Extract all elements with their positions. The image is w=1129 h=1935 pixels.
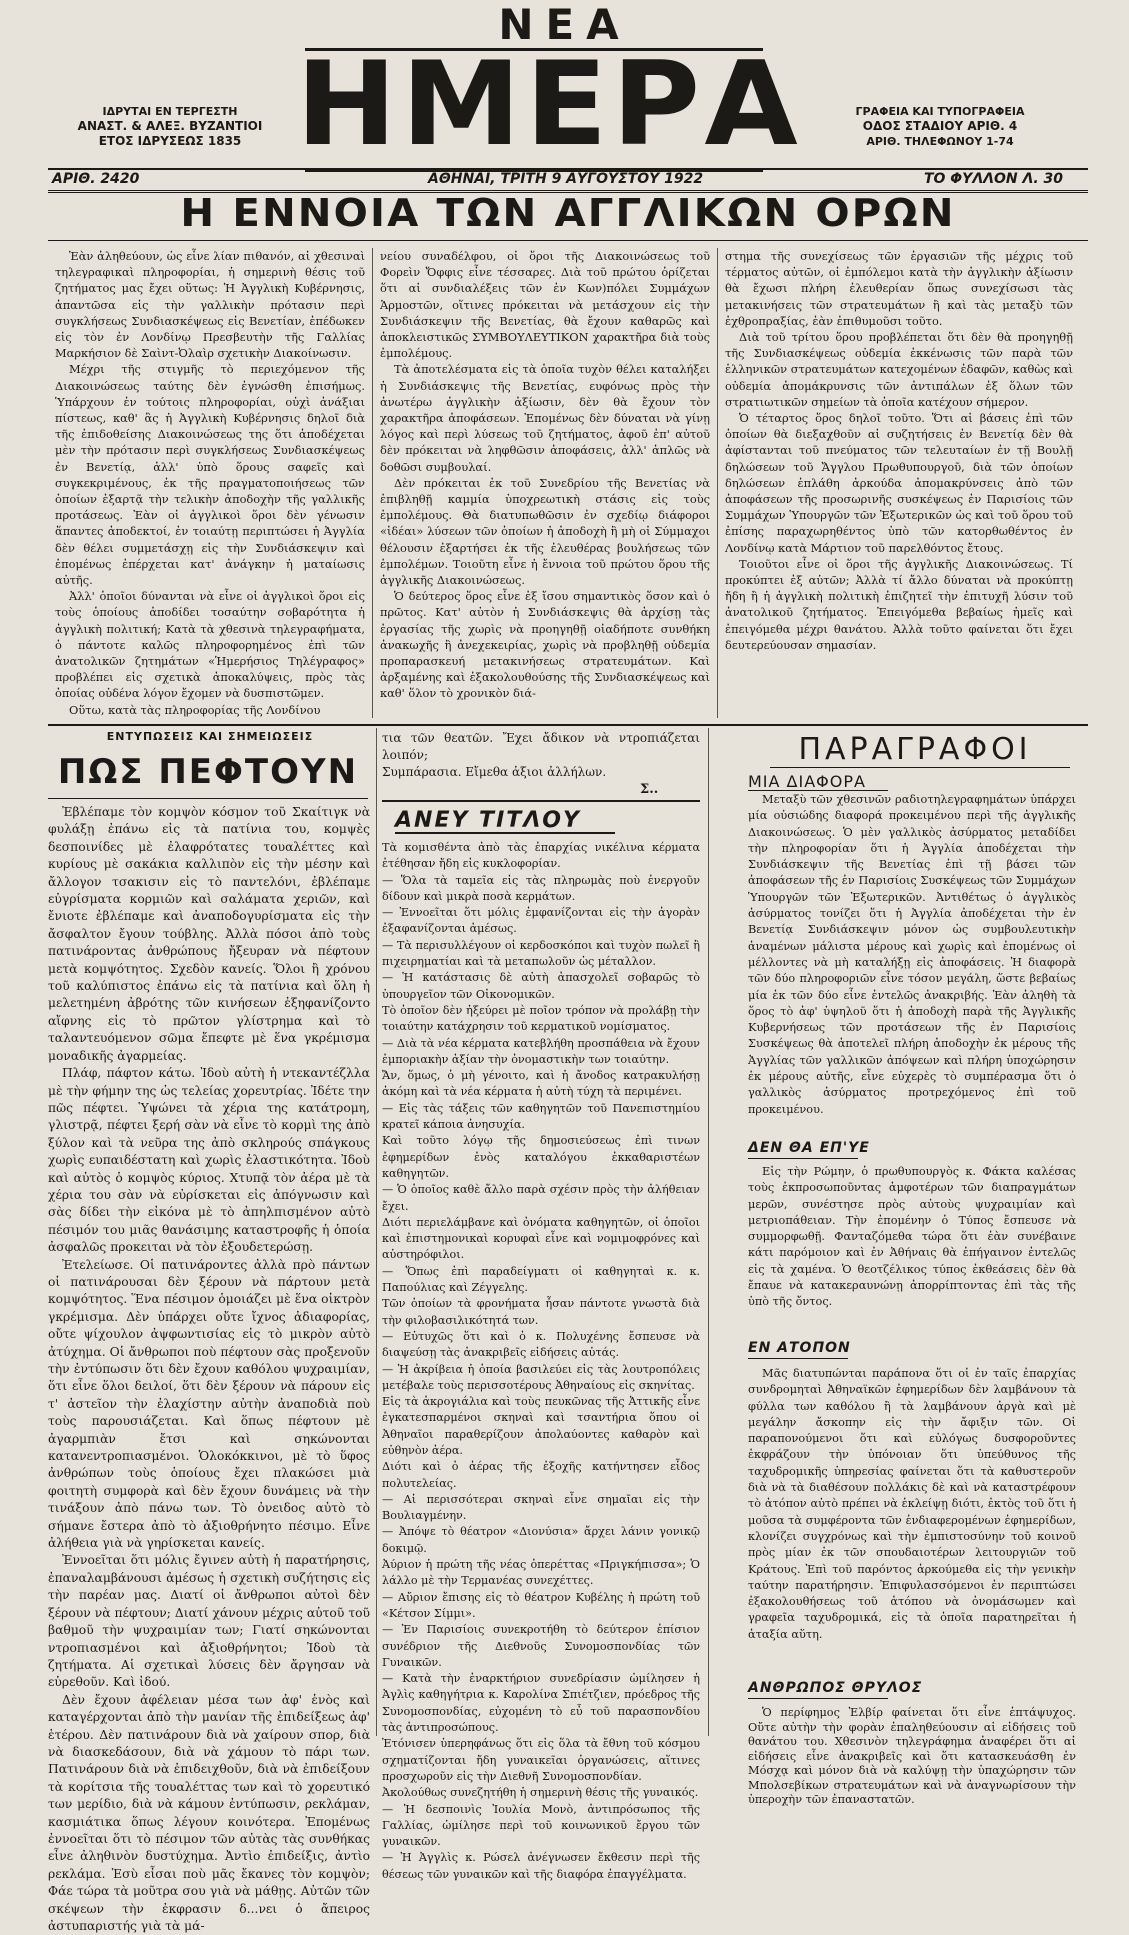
masthead-title: ΗΜΕΡΑ xyxy=(295,37,802,172)
feature-headline: ΠΩΣ ΠΕΦΤΟΥΝ xyxy=(57,752,359,792)
feature-paragraph: Ἐτελείωσε. Οἱ πατινάροντες ἀλλὰ πρὸ πάντων οἱ πατινάρουσαι δὲν ξέρουν νὰ πάρτουν μετὰ κομψότητος. Ἕνα πέσιμον ὁμοιάζει μὲ ἕνα οἰκτρὸν γκρέμισμα. Δὲν ὑπάρχει οὔτε ἴχνος ἀδιαφορίας, οὔτε ψίχουλον ἀψφωντισίας εἰς τὸ μικρὸν αὐτὸ ἀτύχημα. Οἱ ἄνθρωποι ποὺ πέφτουν σὰς προξενοῦν τὴν ἐντύπωσιν ὅτι δὲν ἔχουν καθόλου ψυχραιμίαν, ὅτι εἶνε ὅλοι δειλοί, ὅτι δὲν ξέρουν νὰ πάρουν εἰς τ' ἀστεῖον τὴν ἐλαχίστην αὐτὴν ἀναποδιὰ ποὺ τοὺς παρουσιάζεται. Καὶ ὅπως πέφτουν μὲ ἀγαρμπιὰν ἔτσι καὶ σηκώνονται κατανεντροπιασμένοι. Ὁλοκόκκινοι, μὲ τὸ ὕφος ἀνθρώπων τοὺς ὁποίους ἔχει πλακώσει μιὰ φοιτητὴ συμφορὰ καὶ δὲν ἔχουν δυνάμεις νὰ τὴν τινάξουν ἀπὸ πάνω των. Τὸ ὀνειδος αὐτὸ τὸ σήμανε ἔστερα ἀπὸ τὸ ἀξιοθρήνητο πέσιμο. Εἶνε ἀλήθεια γιὰ νὰ γηρίσκεται κανείς. xyxy=(48,1257,370,1551)
section-rule xyxy=(382,800,700,802)
note-item: — Κατὰ τὴν ἐναρκτήριον συνεδρίασιν ὡμίλησεν ἡ Ἀγλὶς καθηγήτρια κ. Καρολίνα Σπιέτζιεν, πρόεδρος τῆς Συνομοσπονδίας, εὐχομένη τὸ εὖ τοῦ παρασπονδίου τὰς ἀντιπροσώπους. xyxy=(382,1672,700,1735)
note-item: — Ἀπόψε τὸ θέατρον «Διονύσια» ἄρχει λάνιν γονικῷ δοκιμῷ. xyxy=(382,1525,700,1555)
note-item: — Ἡ ἀκρίβεια ἡ ὁποία βασιλεύει εἰς τὰς λουτροπόλεις μετέβαλε τοὺς περισσοτέρους Ἀθηναίους εἰς σκηνίτας. xyxy=(382,1362,700,1392)
column-divider xyxy=(717,248,718,718)
lead-paragraph: Τοιοῦτοι εἶνε οἱ ὅροι τῆς ἀγγλικῆς Διακοινώσεως. Τί προκύπτει ἐξ αὐτῶν; Ἀλλὰ τί ἄλλο δύναται νὰ προκύπτῃ ἤδη ἢ ἡ ἀγγλικὴ πολιτικὴ ἐπιζητεῖ τὴν ἐπιτυχῆ λύσιν τοῦ ἀνατολικοῦ ζητήματος. Ἐπειγόμεθα βεβαίως ἡμεῖς καὶ ἐπειγόμεθα μέχρι θανάτου. Ἀλλὰ τοῦτο φαίνεται ὅτι ἔχει δευτερεύουσαν σημασίαν. xyxy=(725,556,1073,652)
lead-paragraph: Ἐὰν ἀληθεύουν, ὡς εἶνε λίαν πιθανόν, αἱ χθεσιναὶ τηλεγραφικαὶ πληροφορίαι, ἡ σημερινὴ θέσις τοῦ ζητήματος μας ἔχει οὕτως: Ἡ Ἀγγλικὴ Κυβέρνησις, ἀπαντῶσα εἰς τὴν γαλλικὴν πρότασιν περὶ συγκλήσεως Συνδιασκέψεως εἰς Βενετίαν, ἐπέδωκεν εἰς τὸν ἐν Λονδίνῳ Πρεσβευτὴν τῆς Γαλλίας Μαρκήσιον δὲ Σαὶντ-Ὀλαὶρ σχετικὴν Διακοίνωσιν. xyxy=(55,249,365,361)
masthead-office-info xyxy=(810,104,1070,149)
lead-paragraph: Δὲν πρόκειται ἐκ τοῦ Συνεδρίου τῆς Βενετίας νὰ ἐπιβληθῇ καμμία ὑποχρεωτικὴ στάσις εἰς τοὺς ἐμπολέμους. Θὰ διατυπωθῶσιν ἐν σχεδίῳ διάφοροι «ἰδέαι» λύσεων τῶν ὁποίων ἡ ἀποδοχὴ ἢ μὴ οἱ Σύμμαχοι θέλουσιν ἐξαρτήσει ἐκ τῆς ἐλευθέρας βουλήσεως τῶν ἐμπολέμων. Τοιοῦτη εἶνε ἡ ἔννοια τοῦ πρώτου ὅρου τῆς ἀγγλικῆς Διακοινώσεως. xyxy=(380,475,710,588)
title-underline xyxy=(748,1358,848,1359)
note-item: — Αὔριον ἔπισης εἰς τὸ θέατρον Κυβέλης ἡ πρώτη τοῦ «Κέτσον Σίμμι». xyxy=(382,1590,700,1620)
column-divider xyxy=(372,248,373,718)
continuation-line: Συμπάρασια. Εἴμεθα ἀξιοι ἀλλήλων. xyxy=(382,765,607,779)
section-title: ΕΝ ΑΤΟΠΟΝ xyxy=(748,1340,851,1356)
title-underline xyxy=(748,1158,858,1159)
notes-body xyxy=(382,840,700,1881)
lead-paragraph: Ἀλλ' ὁποῖοι δύνανται νὰ εἶνε οἱ ἀγγλικοὶ ὅροι εἰς τοὺς ὁποίους ἀποδίδει τοσαύτην σοβαρότητα ἡ ἀγγλικὴ πολιτική; Κατὰ τὰ χθεσινὰ τηλεγραφήματα, ὁ πάντοτε καλῶς πληροφορημένος ἐπὶ τῶν ἀνατολικῶν ζητημάτων «Ἡμερήσιος Τηλέγραφος» προβλέπει εἰς σχετικὰ ἀποκαλύψεις, πρὸς τὰς ὁποίας οὐδένα λόγον ἔχομεν νὰ δυσπιστῶμεν. xyxy=(55,589,365,701)
note-item: Διότι καὶ ὁ ἀέρας τῆς ἐξοχῆς κατήντησεν εἶδος πολυτελείας. xyxy=(382,1460,700,1490)
title-underline xyxy=(748,1698,888,1699)
lead-column-2 xyxy=(380,248,710,718)
lead-column-1 xyxy=(55,248,365,718)
section-title: ΜΙΑ ΔΙΑΦΟΡΑ xyxy=(748,772,866,791)
note-item: Τῶν ὁποίων τὰ φρονήματα ἦσαν πάντοτε γνωστὰ διὰ τὴν φιλοβασιλικότητά των. xyxy=(382,1297,700,1327)
title-underline xyxy=(748,790,888,791)
note-item: — Τὰ περισυλλέγουν οἱ κερδοσκόποι καὶ τυχὸν πωλεῖ ἢ πιχειρηματίαι καὶ τὰ μεταπωλοῦν ὡς μέταλλον. xyxy=(382,938,700,969)
note-item: — Ἐν Παρισίοις συνεκροτήθη τὸ δεύτερον ἐπίσιον συνέδριον τῆς Διεθνοῦς Συνομοσπονδίας τῶν Γυναικῶν. xyxy=(382,1623,700,1669)
note-item: — Αἱ περισσότεραι σκηναὶ εἶνε σημαῖαι εἰς τὴν Βουλιαγμένην. xyxy=(382,1492,700,1523)
feature-kicker: ΕΝΤΥΠΩΣΕΙΣ ΚΑΙ ΣΗΜΕΙΩΣΕΙΣ xyxy=(106,730,314,743)
lead-paragraph: στημα τῆς συνεχίσεως τῶν ἐργασιῶν τῆς μέχρις τοῦ τέρματος αὐτῶν, οἱ ἐμπόλεμοι κατὰ τὴν ἀγγλικὴν ἀξίωσιν θὰ ἔχωσι πλήρη ἐλευθερίαν ὅπως συνεχίσωσι τὰς μετακινήσεις τῶν στρατευμάτων ἢ καὶ τὰς μεταξὺ τῶν ἐχθροπραξίας, ἐὰν ἐπιθυμοῦσι τοῦτο. xyxy=(725,249,1073,328)
lead-column-3 xyxy=(725,248,1073,718)
note-item: Καὶ τοῦτο λόγῳ τῆς δημοσιεύσεως ἐπὶ τινων ἐφημερίδων ἑνὸς καταλόγου ἐκκαθαριστέων καθηγητῶν. xyxy=(382,1134,700,1180)
section-text xyxy=(748,1164,1076,1327)
feature-paragraph: Πλάφ, πάφτον κάτω. Ἰδοὺ αὐτὴ ἡ ντεκαντέζλλα μὲ τὴν φήμην της ὡς τελείας χορευτρίας. Ἰδέτε την πῶς πέφτει. Ὑψώνει τὰ χέρια της κατάτρομη, γλιστρᾷ, πέφτει ξερή σὰν νὰ εἶνε τὸ κορμὶ της ἀπὸ ξύλον καὶ τὰ νεῦρα της ἀπὸ σκληρούς σπάγκους χωρὶς ευπαιδέστατη καὶ χωρὶς ἐλαστικότητα. Ἰδοὺ καὶ αὐτὸς ὁ κομψὸς κύριος. Χτυπᾷ τὸν ἀέρα μὲ τὰ χέρια του σὰν νὰ εὐρίσκεται εἰς ἀπόγνωσιν καὶ σὰς δίδει τὴν εἰκόνα μὲ τὸ ἀπηλπισμένον αὐτὸ πέσιμόν του μιᾶς θανάσιμης καταστροφῆς ἡ ὁποία ἀσφαλῶς προκειται νὰ τὸν ἐξουδετερώσῃ. xyxy=(48,1066,370,1255)
feature-rule xyxy=(48,798,368,799)
note-item: — Ὁ ὁποῖος καθὲ ἄλλο παρὰ σχέσιν πρὸς τὴν ἀλήθειαν ἔχει. xyxy=(382,1183,700,1213)
feature-paragraph: Ἐβλέπαμε τὸν κομψὸν κόσμον τοῦ Σκαίτιγκ νὰ φυλάξῃ ἐπάνω εἰς τὰ πατίνια του, κομψὲς δεσποινίδες μὲ ἐλαφρότατες τουαλέττες καὶ κυρίους μὲ σακάκια καλλιπὸν εἰς τὴν μέσην καὶ ἄλλογον τσακισιν εἰς τὸ παντελόνι, ἐβλέπαμε εὐγρίσματα κορμιῶν καὶ σαλάματα χεριῶν, καὶ ἔνιοτε ἐβλέπαμε καὶ ἀναποδογυρίσματα εἰς τὴν ἄσφαλτον ἔγουν τούβλης. Ἀλλὰ πόσοι ἀπὸ τοὺς πατινάροντας ἀνθρώπους ἤξευραν νὰ πέφτουν μετὰ κομψότητος. Σχεδὸν κανείς. Ὅλοι ἢ χρόνου τοῦ καλύπιστος ἐπάνω εἰς τὰ πατίνια καὶ ὅλη ἡ μελετημένη ἀβρότης τῶν κινήσεων ἐξηφανίζοντο αἴφνης εἰς τὸ πρῶτον γλίστρημα καὶ τὸ ταλαντευόμενον σῶμα ἔπεφτε μὲ ἕνα γκρέμισμα μοναδικῆς ἀγαρμείας. xyxy=(48,805,370,1063)
note-item: Ἄν, ὅμως, ὁ μὴ γένοιτο, καὶ ἡ ἄνοδος κατρακυλήσῃ ἀκόμη καὶ τὰ νέα κέρματα ἡ αὐτὴ τύχη τὰ περιμένει. xyxy=(382,1069,700,1099)
issue-date: ΑΘΗΝΑΙ, ΤΡΙΤΗ 9 ΑΥΓΟΥΣΤΟΥ 1922 xyxy=(428,171,704,187)
issue-price: ΤΟ ΦΥΛΛΟΝ Λ. 30 xyxy=(923,171,1063,187)
section-paragraph: Μεταξὺ τῶν χθεσινῶν ραδιοτηλεγραφημάτων ὑπάρχει μία οὐσιώδης διαφορά προκειμένου περὶ τῆς ἀγγλικῆς Διακοινώσεως. Ὁ μὲν γαλλικὸς ἀσύρματος μεταδίδει τὴν πληροφορίαν ὅτι ἡ Ἀγγλία ἀποδέχεται τὴν Συνδιάσκεψιν τῆς Βενετίας ἐπὶ τῇ βάσει τῶν ἀποφάσεων τῆς ἐν Παρισίοις Συσκέψεως τῶν Συμμάχων Ὑπουργῶν τῶν Ἐξωτερικῶν. Ἀντιθέτως ὁ ἀγγλικὸς ἀσύρματος τονίζει ὅτι ἡ Ἀγγλία ἀποδέχεται τὴν ἐν Βενετίᾳ Συνδιάσκεψιν μόνον ὡς συμβουλευτικὴν ἀναμένων μάλιστα μέρους καὶ χωρὶς καὶ ἐπομένως οἱ μέλλοντες νὰ μὴ καταλήξῃ εἰς ἀποφάσεις. Ἡ διαφορὰ τῶν δύο πληροφοριῶν εἶνε τόσον μεγάλη, ὥστε βεβαίως μία ἐκ τῶν δύο εἶνε ἐντελῶς ἀνακριβής. Ἐὰν ἀληθὴ τὰ ὅρος τὸ ἀφ' ὑψηλοῦ ὅτι ἡ ἀποδοχὴ παρὰ τῆς Ἀγγλικῆς Κυβερνήσεως τῶν προτάσεων τῆς ἐν Παρισίοις Συσκέψεως θὰ ἀποτελεῖ πλήρη ἀποδοχὴν ἐκ μέρους τῆς Ἀγγλίας τῶν γαλλικῶν ἀπόψεων καὶ πλήρη ὑποχώρησιν ἐκ μέρους αὐτῆς, εἶνε εὐχερὲς τὸ συμπέρασμα ὅτι ὁ γαλλικὸς ἀσύρματος προτρεχόμενος ἐπὶ τοῦ προκειμένου. xyxy=(748,793,1076,1116)
issue-number: ΑΡΙΘ. 2420 xyxy=(52,171,140,187)
lead-paragraph: νείου συναδέλφου, οἱ ὅροι τῆς Διακοινώσεως τοῦ Φορεὶν Ὄφφις εἶνε τέσσαρες. Διὰ τοῦ πρώτου ὁρίζεται ὅτι αἱ συνδιαλέξεις τῶν ἐν Κων)πόλει Συμμάχων Ἁρμοστῶν, οἵτινες πρόκειται νὰ μετάσχουν εἰς τὴν Συνδιάσκεψιν τῆς Βενετίας, θὰ ἔχουν καθαρῶς καὶ ἀποκλειστικῶς ΣΥΜΒΟΥΛΕΥΤΙΚΟΝ χαρακτῆρα διὰ τοὺς ἐμπολέμους. xyxy=(380,249,710,361)
lead-paragraph: Οὕτω, κατὰ τὰς πληροφορίας τῆς Λονδίνου xyxy=(69,702,321,717)
section-text xyxy=(748,792,1076,1127)
note-item: Ἀκολούθως συνεζητήθη ἡ σημερινὴ θέσις τῆς γυναικός. xyxy=(382,1786,699,1800)
note-item: — Ἡ κατάστασις δὲ αὐτὴ ἀπασχολεῖ σοβαρῶς τὸ ὑπουργεῖον τῶν Οἰκονομικῶν. xyxy=(382,971,700,1001)
paragrafoi-heading: ΠΑΡΑΓΡΑΦΟΙ xyxy=(798,732,1032,767)
masthead-founding-info xyxy=(55,104,285,149)
feature-continuation xyxy=(382,730,700,790)
section-title: ΑΝΘΡΩΠΟΣ ΘΡΥΛΟΣ xyxy=(748,1680,923,1696)
column-divider xyxy=(376,728,377,1736)
lead-paragraph: Τὰ ἀποτελέσματα εἰς τὰ ὁποῖα τυχὸν θέλει καταλήξει ἡ Συνδιάσκεψις τῆς Βενετίας, ευφόνως πρὸς τὴν ἀνωτέρω ἀγγλικὴν ἀξίωσιν, δὲν θὰ ἔχουν τὸν χαρακτῆρα ἀποφάσεων. Ἐπομένως δὲν δύναται νὰ γίνῃ λόγος καὶ περὶ λύσεως τοῦ ζητήματος, ἀφοῦ ἐπ' αὐτοῦ δὲν πρόκειται νὰ ληφθῶσιν ἀποφάσεις, ἀλλ' ἁπλῶς νὰ δοθῶσι συμβουλαί. xyxy=(380,362,710,474)
section-paragraph: Μᾶς διατυπώνται παράπονα ὅτι οἱ ἐν ταῖς ἐπαρχίας συνδρομηταὶ Ἀθηναϊκῶν ἐφημερίδων δὲν λαμβάνουν τὰ φύλλα των καθόλου ἢ τὰ λαμβάνουν ἀργὰ καὶ μὲ μεγάλην ἄσκοπην εἰς τὴν ἄφιξιν τῶν. Οἱ παραπονούμενοι ὅτι καὶ εὐλόγως δυσφοροῦντες ἐκφράζουν τὴν ὑπόνοιαν ὅτι ὑπεύθυνος τῆς ταχυδρομικῆς ὑπηρεσίας φαίνεται ὅτι τὰ καθυστεροῦν διὰ νὰ τὰ διαθέσουν πολλάκις δὲ καὶ νὰ καταστρέφουν τὸ ἀτόπον αὐτὸ πρέπει νὰ ἐκλείψῃ διότι, ἐκτὸς τοῦ ὅτι ἡ μοῦσα τὰ συμφέροντα τῶν ἐνδιαφερομένων ἐφημερίδων, κλονίζει συγχρόνως καὶ τὴν ἐμπιστοσύνην τοῦ κοινοῦ πρὸς μίαν ἐκ τῶν σπουδαιοτέρων λειτουργιῶν τοῦ Κράτους. Ἐπὶ τοῦ παρόντος ἀρκούμεθα εἰς τὴν γενικὴν ταύτην παρατήρησιν. Ἐπιφυλασσόμενοι ἐν περιπτώσει ἐξακολουθήσεως τοῦ ἀτόπου νὰ ὀνομάσωμεν καὶ γραφεῖα ταχυδρομικά, εἰς τὰ ὁποῖα παρατηρεῖται ἡ ἀταξία αὕτη. xyxy=(748,1367,1076,1641)
lead-paragraph: Ὁ τέταρτος ὅρος δηλοῖ τοῦτο. Ὅτι αἱ βάσεις ἐπὶ τῶν ὁποίων θὰ διεξαχθοῦν αἱ συζητήσεις ἐν Βενετίᾳ δὲν θὰ ἀφίστανται τοῦ πνεύματος τῶν τελευταίων ἐν τῇ Βουλῇ δηλώσεων τοῦ Ἄγγλου Πρωθυπουργοῦ, διὰ τῶν ὁποίων δηλώσεων ἐπλάθη ἀρκούδα ἀπομακρύνσεις ἀπὸ τῶν ἀποφάσεων τῆς προσωρινῆς συσκέψεως ἐν Παρισίοις τῶν Συμμάχων Ὑπουργῶν τῶν Ἐξωτερικῶν ὡς καὶ τοῦ ὅρου τοῦ ἐπίσης παραχωρηθέντος ὑπὸ τῶν κατορθωθέντος ἐν Λονδίνῳ κατὰ Μάρτιον τοῦ παρελθόντος ἔτους. xyxy=(725,411,1073,555)
feature-paragraph: Ἐννοεῖται ὅτι μόλις ἔγινεν αὐτὴ ἡ παρατήρησις, ἐπαναλαμβάνουσι ἀμέσως ἡ σχετικὴ συζήτησις εἰς τὴν παρέαν μας. Διατί οἱ ἄνθρωποι αὐτοὶ δὲν ξέρουν νὰ πέφτουν; Διατί χάνουν μέχρις αὐτοῦ τοῦ βαθμοῦ τὴν ψυχραιμίαν των; Γιατί σηκώνονται ντροπιασμένοι καὶ ἀξιοθρήνητοι; Ἰδοὺ τὰ ζητήματα. Αἱ σχετικαὶ λύσεις δὲν ἄργησαν νὰ εὑρεθοῦν. Καὶ ἰδού. xyxy=(48,1553,370,1690)
feature-paragraph: Δὲν ἔχουν ἀφέλειαν μέσα των ἀφ' ἑνὸς καὶ καταγέρχονται ἀπὸ τὴν μανίαν τῆς ἐπιδείξεως ἀφ' ἑτέρου. Δὲν πατινάρουν διὰ νὰ χαίρουν σπορ, διὰ νὰ διασκεδάσουν, διὰ νὰ χάμουν τὸ πάρι των. Πατινάρουν διὰ νὰ ἐπιδειχθοῦν, διὰ νὰ ἐπιδείξουν τὰ κορίτσια τῆς τουαλέττας των καὶ τὸ χορευτικό των μερίδιο, διὰ νὰ κάμουν ἐντύπωσιν, ρεκλάμαν, κασμιάτικα ὅπως λέγουν κοινότερα. Ἐπομένως ἐννοεῖται ὅτι τὸ πέσιμον τῶν αὐτὰς τὰς συνθήκας εἶνε ἀληθινὸν δυστύχημα. Ἀντὶο ἐπιδείξις, ἀντὶο ρεκλάμα. Ἐσὺ εἶσαι ποὺ μᾶς ἔκανες τὸν κομψὸν; Φάε τώρα τὰ μοῦτρα σου γιὰ νὰ μάθῃς. Αὐτῶν τῶν σκέψεων τὴν ἐκφρασιν δ...νει ὁ ἄπειρος ἀστυπαριστής γιὰ τὰ μά- xyxy=(48,1692,370,1933)
note-item: — Εὐτυχῶς ὅτι καὶ ὁ κ. Πολυχένης ἔσπευσε νὰ διαψεύσῃ τὰς ἀνακριβεῖς εἰδήσεις αὐτάς. xyxy=(382,1329,700,1360)
address-line: ΟΔΟΣ ΣΤΑΔΙΟΥ ΑΡΙΘ. 4 xyxy=(862,119,1018,133)
lead-paragraph: Ὁ δεύτερος ὅρος εἶνε ἐξ ἴσου σημαντικὸς ὅσον καὶ ὁ πρῶτος. Κατ' αὐτὸν ἡ Συνδιάσκεψις θὰ ἀρχίσῃ τὰς ἐργασίας τῆς χωρὶς νὰ προηγηθῇ οἰαδήποτε συνθήκη ἀνακωχῆς ἢ ἀνεχεκειρίας, χωρὶς νὰ προβληθῇ οὐδεμία προπαρασκευή μετακινήσεως στρατευμάτων. Καὶ ἀρξαμένης καὶ ἐξακολουθούσης τῆς Συνδιασκέψεως καὶ καθ' ὅλον τὸ χρονικὸν διά- xyxy=(380,589,710,701)
note-item: Ἐτόνισεν ὑπερηφάνως ὅτι εἰς ὅλα τὰ ἔθνη τοῦ κόσμου σχηματίζονται ἤδη γυναικεῖαι ὀργανώσεις, αἵτινες προσχωροῦν εἰς τὴν Διεθνῆ Συνομοσπονδίαν. xyxy=(382,1737,700,1783)
section-paragraph: Ὁ περίφημος Ἐλβίρ φαίνεται ὅτι εἶνε ἐπτάψυχος. Οὔτε αὐτὴν τὴν φορὰν ἐπαληθεύουσιν αἱ εἰδήσεις τοῦ θανάτου του. Χθεσινὸν τηλεγράφημα ἀναφέρει ὅτι αἱ εἰδήσεις εἶνε ἀνακριβεῖς καὶ ὅτι κατασκευάσθη ἐν Μόσχᾳ καὶ μόνον διὰ νὰ καλύψῃ τὴν ὑπαχώρησιν τῶν Μπολσεβίκων στρατευμάτων καὶ νὰ ἀναγνωρίσουν τὴν ὑπεροχὴν τῶν ἐπαναστατῶν. xyxy=(748,1706,1076,1806)
dateline xyxy=(48,168,1088,193)
headline-rule xyxy=(48,240,1088,241)
feature-signature: Σ.. xyxy=(640,782,659,797)
section-rule xyxy=(48,724,1088,726)
note-item: — Ὅλα τὰ ταμεῖα εἰς τὰς πληρωμὰς ποὺ ἐνεργοῦν δίδουν καὶ μικρὰ ποσὰ κερμάτων. xyxy=(382,873,700,903)
notes-heading: ΑΝΕΥ ΤΙΤΛΟΥ xyxy=(395,808,615,834)
section-text xyxy=(748,1706,1076,1806)
note-item: Ἀύριον ἡ πρώτη τῆς νέας ὀπερέττας «Πριγκήπισσα»; Ὁ λάλλο μὲ τὴν Τερμανέας συνεχέττες. xyxy=(382,1558,700,1588)
note-item: — Ἡ δεσποινὶς Ἰουλία Μονὸ, ἀντιπρόσωπος τῆς Γαλλίας, ὡμίλησε περὶ τοῦ κοινωνικοῦ ἔργου τῶν γυναικῶν. xyxy=(382,1802,700,1849)
note-item: — Ἡ Ἀγγλὶς κ. Ρώσελ ἀνέγνωσεν ἔκθεσιν περὶ τῆς θέσεως τῶν γυναικῶν καὶ τῆς διαφόρα ἐπαγγέλματα. xyxy=(382,1851,700,1881)
year-line: ΕΤΟΣ ΙΔΡΥΣΕΩΣ 1835 xyxy=(98,134,242,148)
note-item: — Ὅπως ἐπὶ παραδείγματι οἱ καθηγηταὶ κ. κ. Παπούλιας καὶ Ζέγγελης. xyxy=(382,1264,700,1295)
lead-paragraph: Διὰ τοῦ τρίτου ὅρου προβλέπεται ὅτι δὲν θὰ προηγηθῇ τῆς Συνδιασκέψεως οὐδεμία ἐκκένωσις τῶν παρὰ τῶν ἑλληνικῶν στρατευμάτων κατεχομένων ἐδαφῶν, καθὼς καὶ οὐδεμία ἀπομάκρυνσις τῶν ἀντιπάλων ἐξ ὅλων τῶν στρατιωτικῶν σημείων τὰ ὁποῖα κατέχουν σήμερον. xyxy=(725,330,1073,409)
offices-line: ΓΡΑΦΕΙΑ ΚΑΙ ΤΥΠΟΓΡΑΦΕΙΑ xyxy=(855,105,1025,118)
note-item: — Ἐννοεῖται ὅτι μόλις ἐμφανίζονται εἰς τὴν ἀγορὰν ἐξαφανίζονται ἀμέσως. xyxy=(382,906,700,936)
masthead-top-word: ΝΕΑ xyxy=(498,0,631,49)
note-item: Τὰ κομισθέντα ἀπὸ τὰς ἐπαρχίας νικέλινα κέρματα ἐτέθησαν ἤδη εἰς κυκλοφορίαν. xyxy=(382,841,700,871)
founding-line: ΙΔΡΥΤΑΙ ΕΝ ΤΕΡΓΕΣΤΗ xyxy=(102,105,238,118)
note-item: Εἰς τὰ ἀκρογιάλια καὶ τοὺς πευκῶνας τῆς Ἀττικῆς εἶνε ἐγκατεσπαρμένοι σκηναὶ καὶ τσαντήρια ὅπου οἱ Ἀθηναῖοι παραθερίζουν ἀπολαύοντες καθαρὸν καὶ εὐθηνὸν ἀέρα. xyxy=(382,1395,700,1457)
section-paragraph: Εἰς τὴν Ρώμην, ὁ πρωθυπουργὸς κ. Φάκτα καλέσας τοὺς ἐκπροσωποῦντας ἀμφοτέρων τῶν διαπραγμάτων μερῶν, συνέστησε πρὸς αὐτοὺς ψυχραιμίαν καὶ μετριοπάθειαν. Τὴν ἐπομένην ὁ Τύπος ἔσπευσε νὰ συμμορφωθῇ. Φανταζόμεθα τώρα ὅτι ἐὰν συνέβαινε κάτι παρόμοιον καὶ ἐν Ἀθήναις θὰ ἐπήγαινον ἐντελῶς εἰς τὰ χαμένα. Ὁ θεοτζέλικος τύπος ἐκθεάσεις δὲν θὰ ἔπαυε νὰ κατακεραυνώνῃ ἀπορρίπτοντας ἐπὶ τὰς τῆς ὑπὸ τῆς ὄντος. xyxy=(748,1165,1076,1309)
paragrafoi-rule xyxy=(770,767,1070,768)
lead-headline: Η ΕΝΝΟΙΑ ΤΩΝ ΑΓΓΛΙΚΩΝ ΟΡΩΝ xyxy=(180,191,956,235)
lead-paragraph: Μέχρι τῆς στιγμῆς τὸ περιεχόμενον τῆς Διακοινώσεως ταύτης δὲν ἐγνώσθη ἐπισήμως. Ὑπάρχουν ἐν τούτοις πληροφορίαι, οὐχὶ ἀνάξιαι πίστεως, καθ' ἃς ἡ Ἀγγλικὴ Κυβέρνησις δηλοῖ διὰ τῆς ἐπιδοθείσης Διακοινώσεως της ὅτι ἀποδέχεται μὲν τὴν πρότασιν περὶ συγκλήσεως Συνδιασκέψεως ἐν Βενετίᾳ, ἀλλ' ὑπὸ ὅρους σαφεῖς καὶ συγκεκριμένους, ἐκ τῆς πραγματοποιήσεως τῶν ὁποίων ἐξαρτᾷ τὴν τελικὴν ἀποδοχὴν τῆς γαλλικῆς προτάσεως. Ἐὰν οἱ ἀγγλικοὶ ὅροι δὲν γένωσιν ἅπαντες ἀποδεκτοί, ἐν τοιαύτῃ περιπτώσει ἡ Ἀγγλία δὲν θέλει συμμετάσχῃ εἰς τὴν Συνδιάσκεψιν καὶ ἐπομένως ἐπέρχεται κατ' ἀνάγκην ἡ ματαίωσις αὐτῆς. xyxy=(55,362,365,588)
note-item: — Διὰ τὰ νέα κέρματα κατεβλήθη προσπάθεια νὰ ἔχουν ἐμποριακὴν ἀξίαν τὴν ὀνομαστικὴν των τοιαύτην. xyxy=(382,1036,700,1066)
founders-line: ΑΝΑΣΤ. & ΑΛΕΞ. ΒΥΖΑΝΤΙΟΙ xyxy=(77,119,263,133)
note-item: Τὸ ὁποῖον δὲν ἠξεύρει μὲ ποῖον τρόπον νὰ προλάβῃ τὴν τοιαύτην κατάχρησιν τοῦ κερματικοῦ νομίσματος. xyxy=(382,1003,700,1034)
note-item: — Εἰς τὰς τάξεις τῶν καθηγητῶν τοῦ Πανεπιστημίου κρατεῖ κάποια ἀνησυχία. xyxy=(382,1101,700,1132)
continuation-line: τια τῶν θεατῶν. Ἔχει ἄδικον νὰ ντροπιάζεται λοιπόν; xyxy=(382,731,700,762)
feature-body xyxy=(48,804,370,1933)
section-title: ΔΕΝ ΘΑ ΕΠ'ΥΕ xyxy=(748,1140,870,1156)
note-item: Διότι περιελάμβανε καὶ ὀνόματα καθηγητῶν, οἱ ὁποῖοι καὶ ἐπιστημονικαὶ κορυφαὶ εἶνε καὶ νομιμοφρόνες καὶ αὐστηρόφιλοι. xyxy=(382,1215,700,1262)
column-divider xyxy=(708,728,709,1736)
phone-line: ΑΡΙΘ. ΤΗΛΕΦΩΝΟΥ 1-74 xyxy=(866,135,1014,148)
section-text xyxy=(748,1366,1076,1664)
